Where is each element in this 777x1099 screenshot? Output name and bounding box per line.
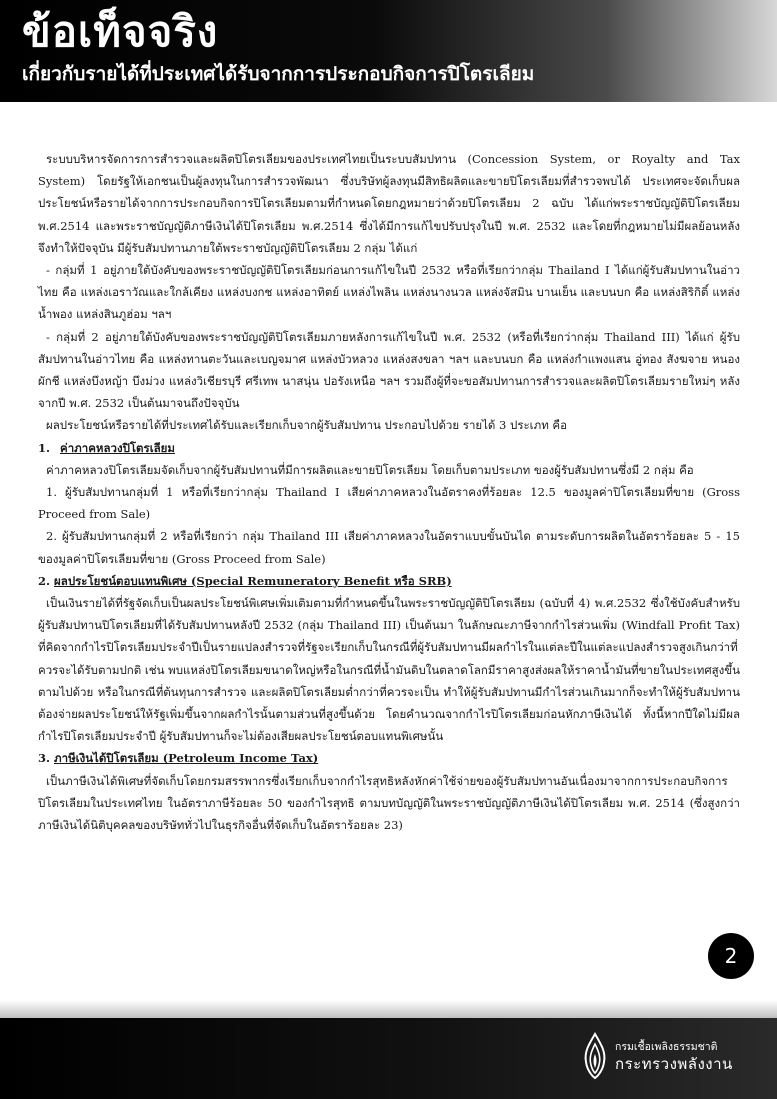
- section-2-heading: [38, 570, 740, 592]
- header-subtitle: เกี่ยวกับรายได้ที่ประเทศได้รับจากการประกอบกิจการปิโตรเลียม: [22, 63, 535, 85]
- section-1-heading: [38, 437, 740, 459]
- intro-paragraph: ระบบบริหารจัดการการสำรวจและผลิตปิโตรเลียมของประเทศไทยเป็นระบบสัมปทาน (Concession System, or Royalty and Tax System) โดยรัฐให้เอกชนเป็นผู้ลงทุนในการสำรวจพัฒนา ซึ่งบริษัทผู้ลงทุนมีสิทธิผลิตและขายปิโตรเลียมที่สำรวจพบได้ ประเทศจะจัดเก็บผลประโยชน์หรือรายได้จากการประกอบกิจการปิโตรเลียมตามที่กำหนดโดยกฎหมายว่าด้วยปิโตรเลียม 2 ฉบับ ได้แก่พระราชบัญญัติปิโตรเลียม พ.ศ.2514 และพระราชบัญญัติภาษีเงินได้ปิโตรเลียม พ.ศ.2514 ซึ่งได้มีการแก้ไขปรับปรุงในปี พ.ศ. 2532 และโดยที่กฎหมายไม่มีผลย้อนหลัง จึงทำให้ปัจจุบัน มีผู้รับสัมปทานภายใต้พระราชบัญญัติปิโตรเลียม 2 กลุ่ม ได้แก่: [38, 152, 740, 255]
- footer-ministry: กระทรวงพลังงาน: [615, 1055, 733, 1073]
- section-3-paragraph: เป็นภาษีเงินได้พิเศษที่จัดเก็บโดยกรมสรรพากรซึ่งเรียกเก็บจากกำไรสุทธิหลังหักค่าใช้จ่ายของผู้รับสัมปทานอันเนื่องมาจากการประกอบกิจการปิโตรเลียมในประเทศไทย ในอัตราภาษีร้อยละ 50 ของกำไรสุทธิ ตามบทบัญญัติในพระราชบัญญัติภาษีเงินได้ปิโตรเลียม พ.ศ. 2514 (ซึ่งสูงกว่าภาษีเงินได้นิติบุคคลของบริษัททั่วไปในธุรกิจอื่นที่จัดเก็บในอัตราร้อยละ 23): [38, 773, 740, 833]
- section-1-item-1: 1. ผู้รับสัมปทานกลุ่มที่ 1 หรือที่เรียกว่ากลุ่ม Thailand I เสียค่าภาคหลวงในอัตราคงที่ร้อยละ 12.5 ของมูลค่าปิโตรเลียมที่ขาย (Gross Proceed from Sale): [38, 485, 740, 522]
- section-3-heading: [38, 747, 740, 769]
- footer-department: กรมเชื้อเพลิงธรรมชาติ: [615, 1041, 718, 1053]
- page-header: [0, 0, 777, 102]
- section-2-number: 2.: [38, 573, 51, 588]
- section-1-paragraph: ค่าภาคหลวงปิโตรเลียมจัดเก็บจากผู้รับสัมปทานที่มีการผลิตและขายปิโตรเลียม โดยเก็บตามประเภท ของผู้รับสัมปทานซึ่งมี 2 กลุ่ม คือ: [46, 462, 694, 477]
- section-2-paragraph: เป็นเงินรายได้ที่รัฐจัดเก็บเป็นผลประโยชน์พิเศษเพิ่มเติมตามที่กำหนดขึ้นในพระราชบัญญัติปิโตรเลียม (ฉบับที่ 4) พ.ศ.2532 ซึ่งใช้บังคับสำหรับผู้รับสัมปทานปิโตรเลียมที่ได้รับสัมปทานหลังปี 2532 (กลุ่ม Thailand III) เป็นต้นมา ในลักษณะภาษีจากกำไรส่วนเพิ่ม (Windfall Profit Tax) ที่คิดจากกำไรปิโตรเลียมประจำปีเป็นรายแปลงสำรวจที่รัฐจะเรียกเก็บในกรณีที่ผู้รับสัมปทานมีผลกำไรในแต่ละปีในแต่ละแปลงสำรวจสูงเกินกว่าที่ควรจะได้รับตามปกติ เช่น พบแหล่งปิโตรเลียมขนาดใหญ่หรือในกรณีที่น้ำมันดิบในตลาดโลกมีราคาสูงส่งผลให้ราคาน้ำมันที่ขายในประเทศสูงขึ้นตามไปด้วย หรือในกรณีที่ต้นทุนการสำรวจ และผลิตปิโตรเลียมต่ำกว่าที่ควรจะเป็น ทำให้ผู้รับสัมปทานมีกำไรส่วนเกินมากก็จะทำให้ผู้รับสัมปทานต้องจ่ายผลประโยชน์ให้รัฐเพิ่มขึ้นจากผลกำไรนั้นตามส่วนที่สูงขึ้นด้วย โดยคำนวณจากกำไรปิโตรเลียมก่อนหักภาษีเงินได้ ทั้งนี้หากปีใดไม่มีผลกำไรปิโตรเลียมประจำปี ผู้รับสัมปทานก็จะไม่ต้องเสียผลประโยชน์ตอบแทนพิเศษนั้น: [38, 596, 740, 744]
- section-3-number: 3.: [38, 751, 51, 766]
- footer-fade: [0, 1000, 777, 1018]
- flame-logo-icon: [580, 1032, 610, 1080]
- header-title: ข้อเท็จจริง: [22, 7, 219, 56]
- section-1-title: ค่าภาคหลวงปิโตรเลียม: [60, 440, 175, 455]
- section-3-title: ภาษีเงินได้ปิโตรเลียม (Petroleum Income Tax): [54, 751, 319, 766]
- group-1-paragraph: - กลุ่มที่ 1 อยู่ภายใต้บังคับของพระราชบัญญัติปิโตรเลียมก่อนการแก้ไขในปี 2532 หรือที่เรียกว่ากลุ่ม Thailand I ได้แก่ผู้รับสัมปทานในอ่าวไทย คือ แหล่งเอราวัณและใกล้เคียง แหล่งบงกช แหล่งอาทิตย์ แหล่งไพลิน แหล่งนางนวล แหล่งจัสมิน บานเย็น และบนบก คือ แหล่งสิริกิติ์ แหล่งน้ำพอง แหล่งสินภูฮ่อม ฯลฯ: [38, 263, 740, 322]
- section-1-item-2: 2. ผู้รับสัมปทานกลุ่มที่ 2 หรือที่เรียกว่า กลุ่ม Thailand III เสียค่าภาคหลวงในอัตราแบบขั้นบันได ตามระดับการผลิตในอัตราร้อยละ 5 - 15 ของมูลค่าปิโตรเลียมที่ขาย (Gross Proceed from Sale): [38, 529, 740, 566]
- footer-org: [615, 1040, 733, 1074]
- section-2-title: ผลประโยชน์ตอบแทนพิเศษ (Special Remuneratory Benefit หรือ SRB): [54, 573, 452, 588]
- group-2-paragraph: - กลุ่มที่ 2 อยู่ภายใต้บังคับของพระราชบัญญัติปิโตรเลียมภายหลังการแก้ไขในปี พ.ศ. 2532 (หรือที่เรียกว่ากลุ่ม Thailand III) ได้แก่ ผู้รับสัมปทานในอ่าวไทย คือ แหล่งทานตะวันและเบญจมาศ แหล่งบัวหลวง แหล่งสงขลา ฯลฯ และบนบก คือ แหล่งกำแพงแสน อู่ทอง สังฆจาย หนองผักชี แหล่งบึงหญ้า บึงม่วง แหล่งวิเชียรบุรี ศรีเทพ นาสนุ่น ปอรังเหนือ ฯลฯ รวมถึงผู้ที่จะขอสัมปทานการสำรวจและผลิตปิโตรเลียมรายใหม่ๆ หลังจากปี พ.ศ. 2532 เป็นต้นมาจนถึงปัจจุบัน: [38, 329, 740, 411]
- page-number-badge: 2: [708, 933, 754, 979]
- section-1-number: 1.: [38, 440, 51, 455]
- document-body: [38, 148, 740, 836]
- revenue-types-intro: ผลประโยชน์หรือรายได้ที่ประเทศได้รับและเรียกเก็บจากผู้รับสัมปทาน ประกอบไปด้วย รายได้ 3 ประเภท คือ: [46, 418, 568, 433]
